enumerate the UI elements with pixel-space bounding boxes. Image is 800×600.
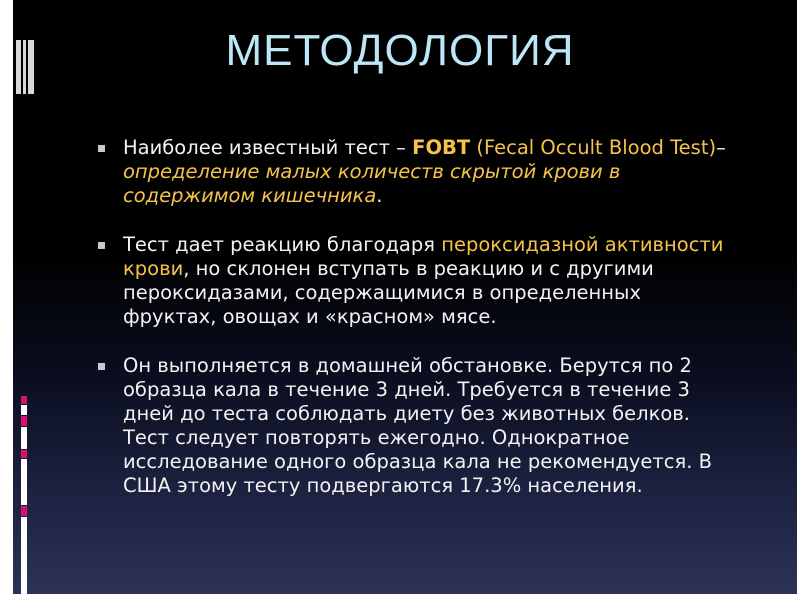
bullet-item [98, 233, 738, 329]
slide-frame-left [0, 0, 13, 600]
bullet-item [98, 136, 738, 208]
decorative-bars-bottom [21, 396, 27, 596]
bullet-text-segment: FOBT [412, 136, 471, 159]
slide-frame-bottom [0, 594, 800, 600]
bullet-text-segment: . [376, 184, 383, 207]
bullet-text-segment: Он выполняется в домашней обстановке. Берутся по 2 образца кала в течение 3 дней. Требуется в течение 3 дней до теста соблюдать диету без животных белков. Тест следует повторять ежегодно. Однократное исследование одного образца кала не рекомендуется. В США этому тесту подвергаются 17.3% населения. [123, 354, 713, 497]
bullet-text-segment: (Fecal Occult Blood Test) [470, 136, 717, 159]
bullet-marker-icon [98, 363, 105, 370]
bullet-marker-icon [98, 242, 105, 249]
bullet-text-segment: , но склонен вступать в реакцию и с другими пероксидазами, содержащимися в определенных фруктах, овощах и «красном» мясе. [123, 257, 654, 328]
bullet-text-segment: пероксидазной активности крови [123, 233, 724, 280]
bullet-text-segment: – [716, 136, 726, 159]
bullet-text-segment: Наиболее известный тест – [123, 136, 413, 159]
slide-title: МЕТОДОЛОГИЯ [225, 26, 575, 75]
bullet-text-segment: Тест дает реакцию благодаря [123, 233, 442, 256]
bullet-marker-icon [98, 145, 105, 152]
bullet-item [98, 354, 738, 498]
bullet-text-segment: определение малых количеств скрытой крови в содержимом кишечника [123, 160, 621, 207]
bullet-list [98, 136, 738, 498]
